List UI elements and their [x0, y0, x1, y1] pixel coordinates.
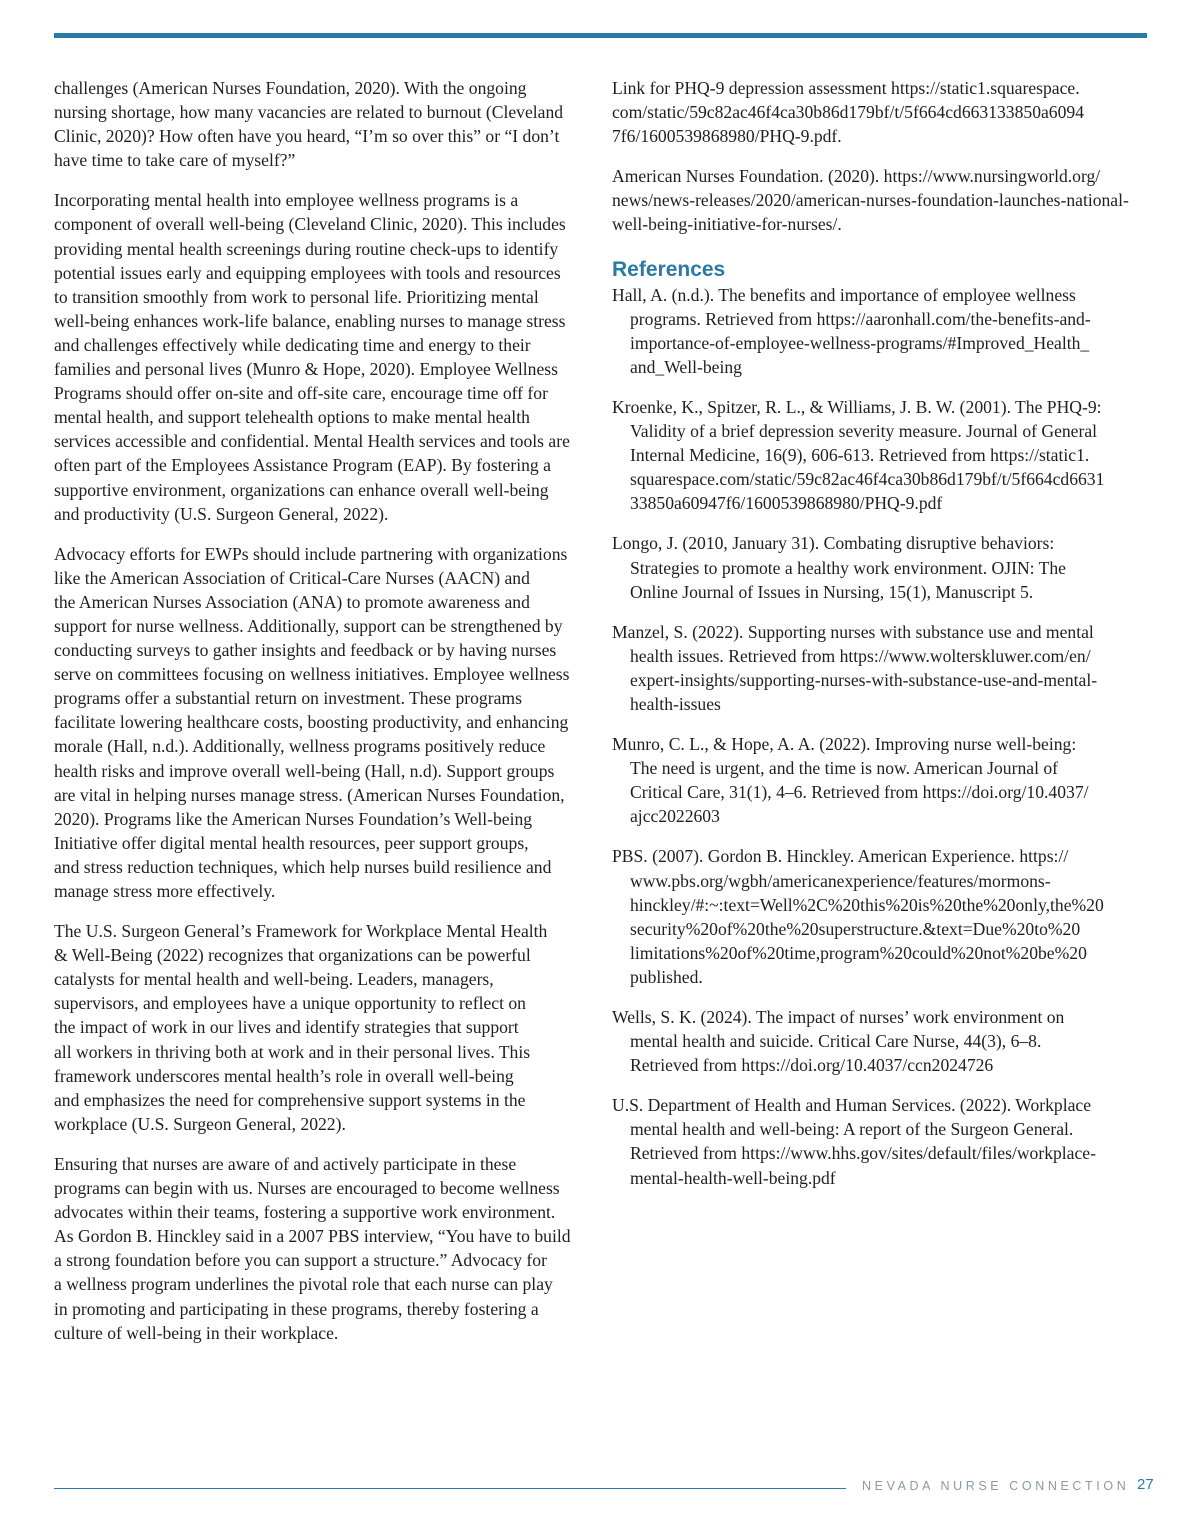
resource-link: Link for PHQ-9 depression assessment https://static1.squarespace. com/static/59c82ac46f4ca30b86d179bf/t/5f664cd663133850a6094 7f6/1600539868980/PHQ-9.pdf. — [612, 78, 1084, 147]
reference-entry: Munro, C. L., & Hope, A. A. (2022). Improving nurse well-being: The need is urgent, and the time is now. American Journal of Critical Care, 31(1), 4–6. Retrieved from https://doi.org/10.4037/ ajcc2022603 — [612, 734, 1089, 827]
publication-name: NEVADA NURSE CONNECTION — [862, 1479, 1130, 1493]
footer-rule — [54, 1488, 846, 1489]
header-rule — [54, 33, 1147, 38]
reference-entry: PBS. (2007). Gordon B. Hinckley. American Experience. https:// www.pbs.org/wgbh/americanexperience/features/mormons- hinckley/#:~:text=Well%2C%20this%20is%20the%20only,the%20 security%20of%20the%20superstructure.&text=Due%20to%20 limitations%20of%20time,program%20could%20not%20be%20 published. — [612, 846, 1104, 987]
reference-entry: Kroenke, K., Spitzer, R. L., & Williams, J. B. W. (2001). The PHQ-9: Validity of a brief depression severity measure. Journal of General Internal Medicine, 16(9), 606-613. Retrieved from https://static1. squarespace.com/static/59c82ac46f4ca30b86d179bf/t/5f664cd6631 33850a60947f6/1600539868980/PHQ-9.pdf — [612, 396, 1105, 514]
reference-entry: Wells, S. K. (2024). The impact of nurses’ work environment on mental health and suicide. Critical Care Nurse, 44(3), 6–8. Retrieved from https://doi.org/10.4037/ccn2024726 — [612, 1007, 1065, 1076]
reference-entry: Hall, A. (n.d.). The benefits and importance of employee wellness programs. Retrieved from https://aaronhall.com/the-benefits-and- importance-of-employee-wellness-programs/#Improved_Health_ and_Well-being — [612, 284, 1091, 377]
references-heading: References — [612, 257, 726, 281]
reference-entry: Longo, J. (2010, January 31). Combating disruptive behaviors: Strategies to promote a healthy work environment. OJIN: The Online Journal of Issues in Nursing, 15(1), Manuscript 5. — [612, 533, 1066, 602]
body-paragraph: The U.S. Surgeon General’s Framework for Workplace Mental Health & Well-Being (2022) recognizes that organizations can be powerful catalysts for mental health and well-being. Leaders, managers, supervisors, and employees have a unique opportunity to reflect on the impact of work in our lives and identify strategies that support all workers in thriving both at work and in their personal lives. This framework underscores mental health’s role in overall well-being and emphasizes the need for comprehensive support systems in the workplace (U.S. Surgeon General, 2022). — [54, 921, 548, 1134]
right-column — [612, 76, 1150, 1206]
body-paragraph: Advocacy efforts for EWPs should include partnering with organizations like the American Association of Critical-Care Nurses (AACN) and the American Nurses Association (ANA) to promote awareness and support for nurse wellness. Additionally, support can be strengthened by conducting surveys to gather insights and feedback or by having nurses serve on committees focusing on wellness initiatives. Employee wellness programs offer a substantial return on investment. These programs facilitate lowering healthcare costs, boosting productivity, and enhancing morale (Hall, n.d.). Additionally, wellness programs positively reduce health risks and improve overall well-being (Hall, n.d). Support groups are vital in helping nurses manage stress. (American Nurses Foundation, 2020). Programs like the American Nurses Foundation’s Well-being Initiative offer digital mental health resources, peer support groups, and stress reduction techniques, which help nurses build resilience and manage stress more effectively. — [54, 543, 570, 901]
resource-link: American Nurses Foundation. (2020). https://www.nursingworld.org/ news/news-releases/2020/american-nurses-foundation-launches-national- well-being-initiative-for-nurses/. — [612, 166, 1129, 235]
body-paragraph: challenges (American Nurses Foundation, 2020). With the ongoing nursing shortage, how many vacancies are related to burnout (Cleveland Clinic, 2020)? How often have you heard, “I’m so over this” or “I don’t have time to take care of myself?” — [54, 78, 564, 171]
body-paragraph: Ensuring that nurses are aware of and actively participate in these programs can begin with us. Nurses are encouraged to become wellness advocates within their teams, fostering a supportive work environment. As Gordon B. Hinckley said in a 2007 PBS interview, “You have to build a strong foundation before you can support a structure.” Advocacy for a wellness program underlines the pivotal role that each nurse can play in promoting and participating in these programs, thereby fostering a culture of well-being in their workplace. — [54, 1153, 571, 1343]
body-paragraph: Incorporating mental health into employee wellness programs is a component of overall well-being (Cleveland Clinic, 2020). This includes providing mental health screenings during routine check-ups to identify potential issues early and equipping employees with tools and resources to transition smoothly from work to personal life. Prioritizing mental well-being enhances work-life balance, enabling nurses to manage stress and challenges effectively while dedicating time and energy to their families and personal lives (Munro & Hope, 2020). Employee Wellness Programs should offer on-site and off-site care, encourage time off for mental health, and support telehealth options to make mental health services accessible and confidential. Mental Health services and tools are often part of the Employees Assistance Program (EAP). By fostering a supportive environment, organizations can enhance overall well-being and productivity (U.S. Surgeon General, 2022). — [54, 190, 570, 524]
left-column — [54, 76, 590, 1361]
page-number: 27 — [1137, 1476, 1154, 1493]
reference-entry: Manzel, S. (2022). Supporting nurses with substance use and mental health issues. Retrieved from https://www.wolterskluwer.com/en/ expert-insights/supporting-nurses-with-substance-use-and-mental- health-issues — [612, 621, 1098, 714]
reference-entry: U.S. Department of Health and Human Services. (2022). Workplace mental health and well-being: A report of the Surgeon General. Retrieved from https://www.hhs.gov/sites/default/files/workplace- mental-health-well-being.pdf — [612, 1095, 1096, 1188]
